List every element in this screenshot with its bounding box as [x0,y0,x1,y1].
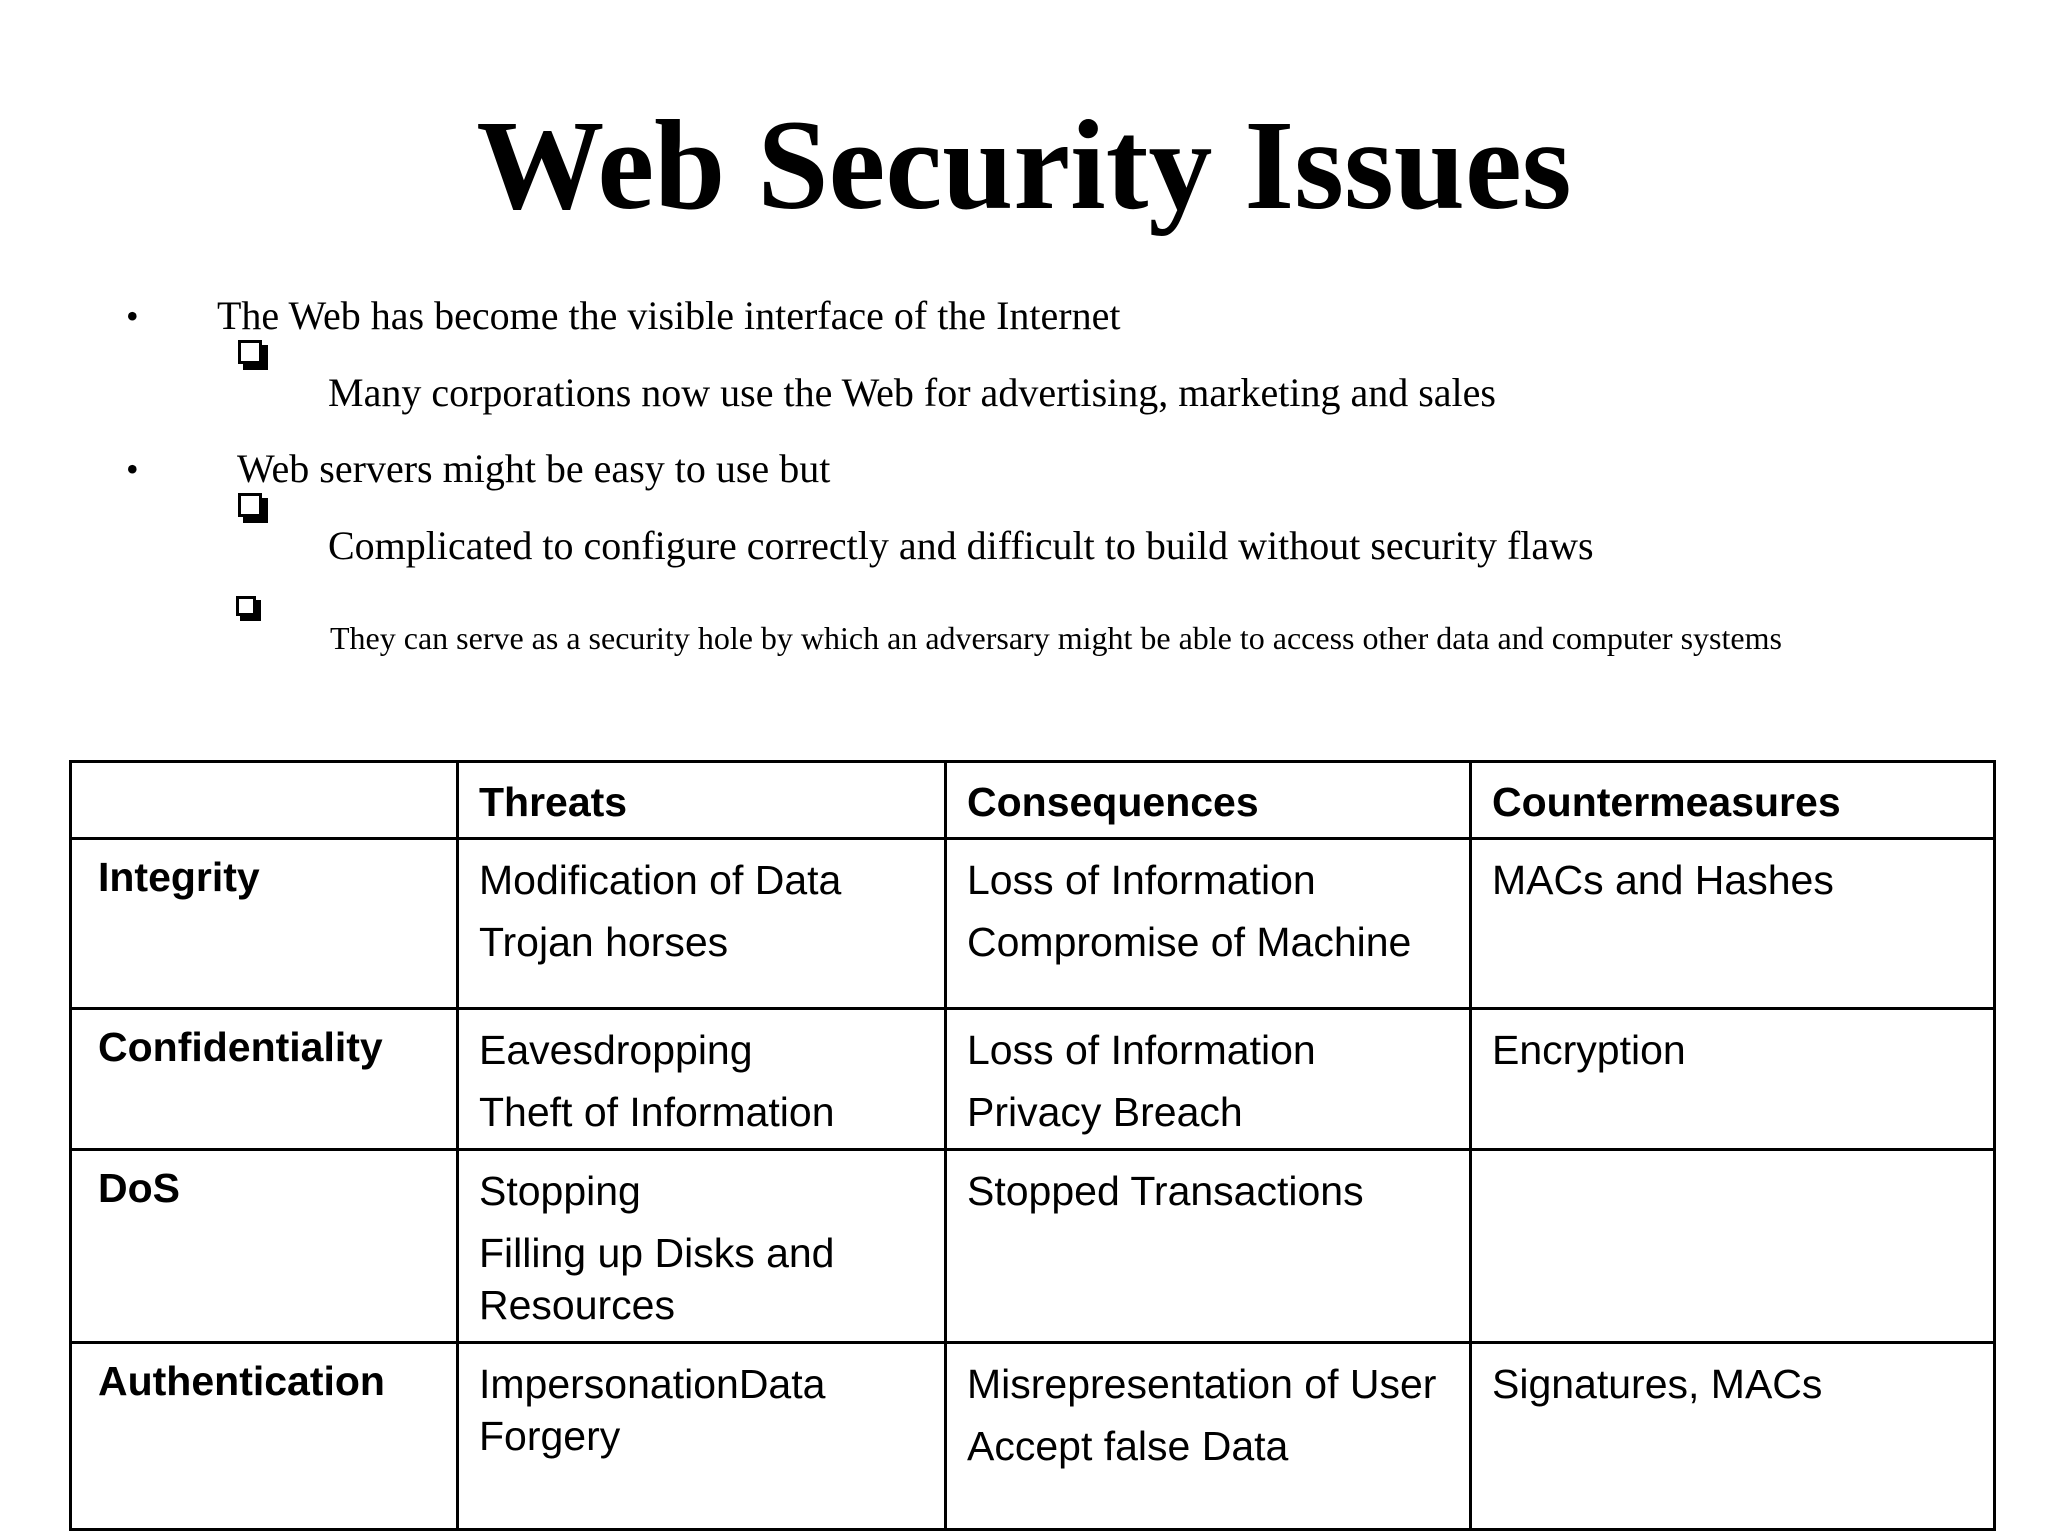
threats-cell [458,1343,946,1530]
table-row [71,1150,1995,1343]
cell-line: Filling up Disks and Resources [479,1230,835,1328]
cell-line: Compromise of Machine [967,919,1412,965]
cell-line: Loss of Information [967,1027,1316,1073]
cell-line: Stopped Transactions [967,1168,1364,1214]
countermeasures-cell [1471,1343,1995,1530]
bullet-marker: • [126,449,139,489]
cell-line: Stopping [479,1168,641,1214]
table-header-cell: Consequences [946,762,1471,839]
consequences-cell [946,1009,1471,1150]
cell-line: Eavesdropping [479,1027,753,1073]
slide-title: Web Security Issues [476,94,1572,236]
table-header-cell [71,762,458,839]
bullet-2-subitem-2: They can serve as a security hole by which an adversary might be able to access other data and computer systems [330,620,1782,656]
consequences-cell [946,1150,1471,1343]
countermeasures-cell [1471,839,1995,1009]
row-label: Integrity [71,839,458,1009]
bullet-2-subitem-1: Complicated to configure correctly and difficult to build without security flaws [328,523,1594,568]
checkbox-icon [238,340,268,370]
bullet-1-text: The Web has become the visible interface of the Internet [217,293,1121,338]
threats-cell [458,1150,946,1343]
row-label: Confidentiality [71,1009,458,1150]
row-label: Authentication [71,1343,458,1530]
threats-cell [458,1009,946,1150]
row-label: DoS [71,1150,458,1343]
cell-line: Misrepresentation of User [967,1361,1437,1407]
table-row [71,839,1995,1009]
security-table [69,760,1996,1531]
table-header-cell: Countermeasures [1471,762,1995,839]
bullet-1-subitem-1: Many corporations now use the Web for advertising, marketing and sales [328,370,1496,415]
consequences-cell [946,839,1471,1009]
countermeasures-cell [1471,1150,1995,1343]
bullet-marker: • [126,296,139,336]
countermeasures-cell [1471,1009,1995,1150]
cell-line: Accept false Data [967,1423,1289,1469]
cell-line: Loss of Information [967,857,1316,903]
table-header-row [71,762,1995,839]
checkbox-icon [238,493,268,523]
bullet-2-text: Web servers might be easy to use but [237,446,831,491]
cell-line: Trojan horses [479,919,729,965]
cell-line: Theft of Information [479,1089,835,1135]
cell-line: Privacy Breach [967,1089,1243,1135]
checkbox-icon [236,596,266,626]
cell-line: MACs and Hashes [1492,857,1834,903]
table-row [71,1009,1995,1150]
cell-line: ImpersonationData Forgery [479,1361,826,1459]
table-header-cell: Threats [458,762,946,839]
cell-line: Modification of Data [479,857,842,903]
cell-line: Signatures, MACs [1492,1361,1823,1407]
table-row [71,1343,1995,1530]
threats-cell [458,839,946,1009]
cell-line: Encryption [1492,1027,1686,1073]
consequences-cell [946,1343,1471,1530]
